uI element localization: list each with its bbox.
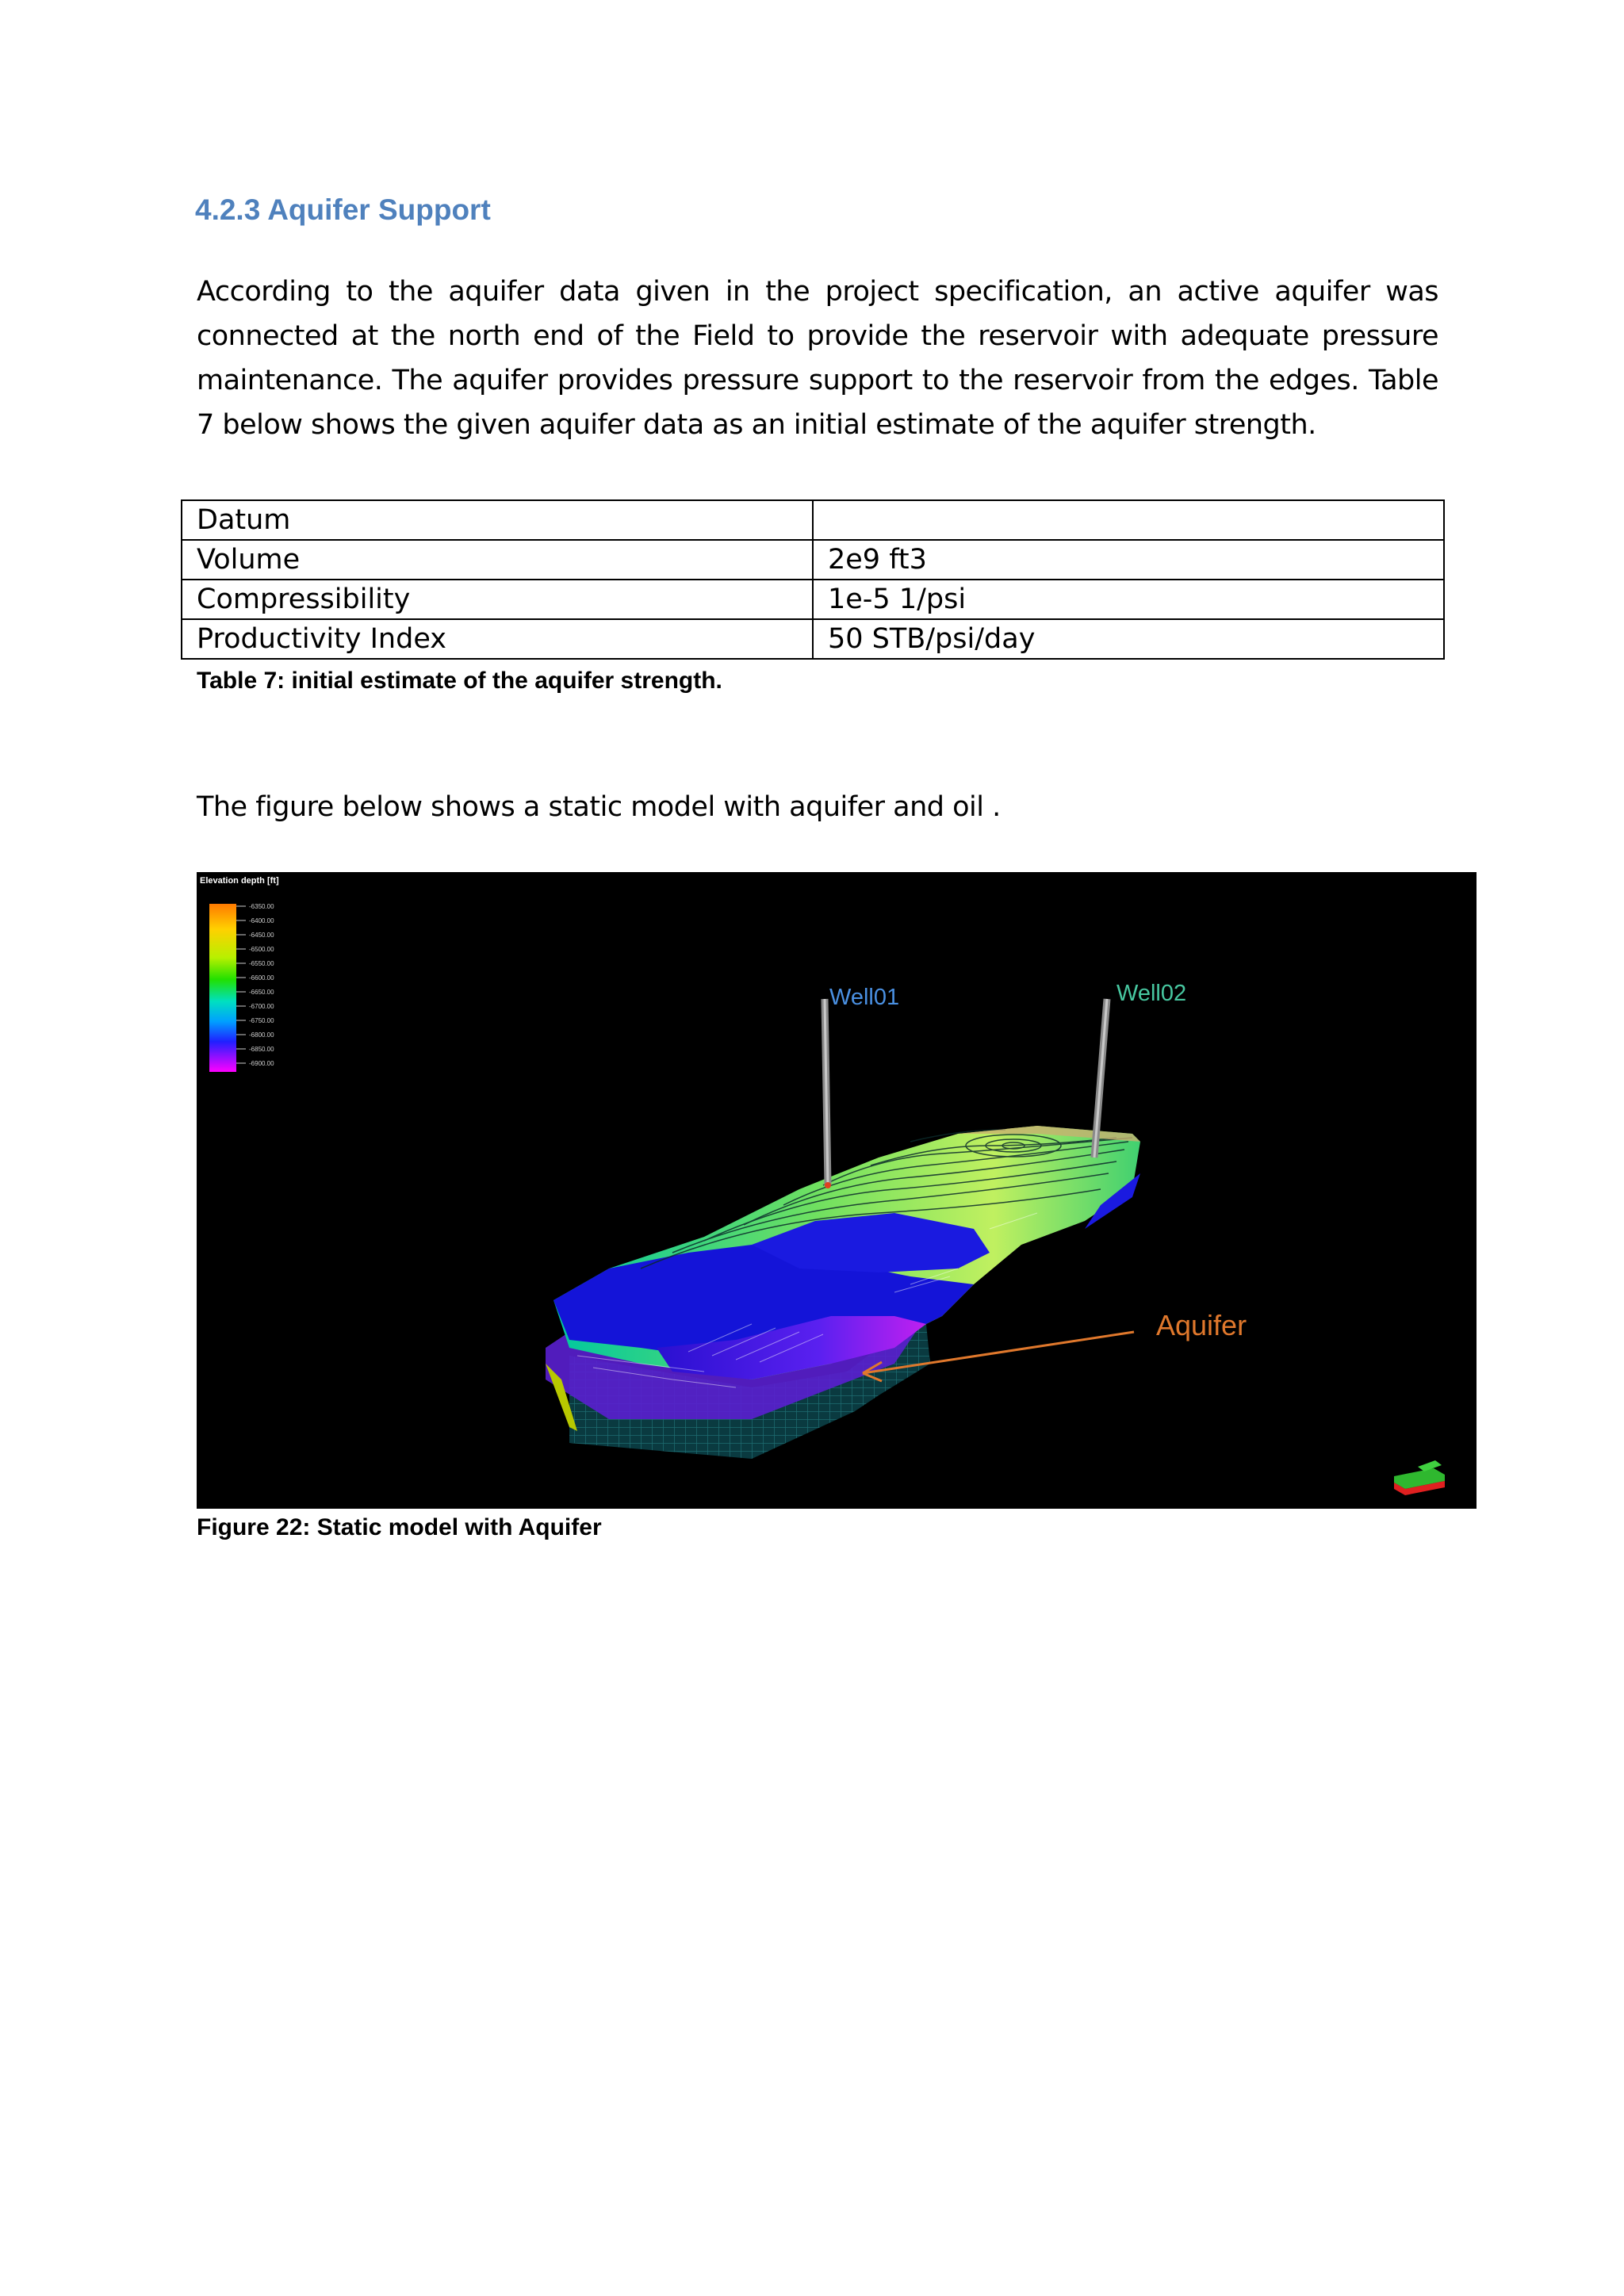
legend-tick: -6450.00 bbox=[249, 932, 274, 939]
well02 bbox=[1094, 981, 1186, 1158]
legend-tick: -6900.00 bbox=[249, 1060, 274, 1067]
legend-tick: -6350.00 bbox=[249, 903, 274, 910]
legend-tick: -6800.00 bbox=[249, 1031, 274, 1039]
table-row bbox=[182, 619, 1444, 659]
table-cell-value bbox=[813, 500, 1444, 540]
aquifer-table bbox=[181, 499, 1445, 660]
table-row bbox=[182, 500, 1444, 540]
elevation-color-bar bbox=[209, 904, 236, 1072]
table-cell-value: 2e9 ft3 bbox=[813, 540, 1444, 580]
table-cell-label: Compressibility bbox=[182, 580, 813, 619]
table-cell-label: Productivity Index bbox=[182, 619, 813, 659]
static-model-figure bbox=[197, 872, 1477, 1509]
static-model-render bbox=[197, 872, 1477, 1509]
legend-tick: -6550.00 bbox=[249, 960, 274, 967]
legend-tick: -6500.00 bbox=[249, 946, 274, 953]
reservoir-model bbox=[546, 1126, 1140, 1459]
figure-intro-text: The figure below shows a static model with aquifer and oil . bbox=[197, 791, 1001, 823]
table-cell-value: 50 STB/psi/day bbox=[813, 619, 1444, 659]
intro-paragraph: According to the aquifer data given in the project specification, an active aquifer was connected at the north end of the Field to provide the reservoir with adequate pressure maintenance. The aquifer provides pressure support to the reservoir from the edges. Table 7 below shows the given aquifer data as an initial estimate of the aquifer strength. bbox=[197, 276, 1438, 441]
legend-tick: -6700.00 bbox=[249, 1003, 274, 1010]
orientation-axis-icon bbox=[1394, 1460, 1445, 1495]
well02-label: Well02 bbox=[1116, 981, 1187, 1006]
legend-title: Elevation depth [ft] bbox=[200, 876, 279, 886]
table-cell-value: 1e-5 1/psi bbox=[813, 580, 1444, 619]
section-heading: 4.2.3 Aquifer Support bbox=[195, 193, 491, 226]
legend-tick: -6850.00 bbox=[249, 1046, 274, 1053]
legend-tick: -6400.00 bbox=[249, 917, 274, 924]
legend-tick: -6600.00 bbox=[249, 974, 274, 982]
table-cell-label: Volume bbox=[182, 540, 813, 580]
figure-caption: Figure 22: Static model with Aquifer bbox=[197, 1514, 602, 1540]
table-row bbox=[182, 580, 1444, 619]
well01-label: Well01 bbox=[829, 985, 900, 1010]
table-row bbox=[182, 540, 1444, 580]
table-caption: Table 7: initial estimate of the aquifer strength. bbox=[197, 668, 722, 694]
table-cell-label: Datum bbox=[182, 500, 813, 540]
legend-tick: -6750.00 bbox=[249, 1017, 274, 1024]
aquifer-label: Aquifer bbox=[1156, 1309, 1247, 1341]
legend-tick: -6650.00 bbox=[249, 989, 274, 996]
